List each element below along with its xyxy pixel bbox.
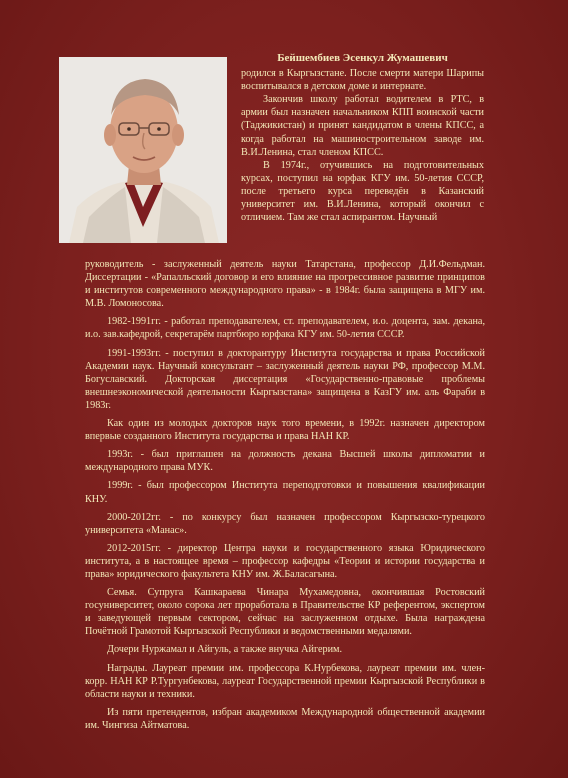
bio-paragraph: 1991-1993гг. - поступил в докторантуру Института государства и права Российской Академии наук. Научный консультант – заслуженный деятель науки РФ, профессор М.М. Богуславский. Докторская диссертация «Государственно-правовые проблемы внешнеэкономической деятельности Кыргызстана» защищена в КазГУ им. аль Фараби в 1983г. <box>85 347 485 411</box>
bio-paragraph: 2012-2015гг. - директор Центра науки и государственного языка Юридического института, а в настоящее время – профессор кафедры «Теории и истории государства и права» юридического факультета КНУ им. Ж.Баласагына. <box>85 542 485 580</box>
bio-right-column <box>241 52 484 224</box>
bio-paragraph: Как один из молодых докторов наук того времени, в 1992г. назначен директором впервые созданного Института государства и права НАН КР. <box>85 418 485 443</box>
bio-paragraph: Семья. Супруга Кашкараева Чинара Мухамедовна, окончившая Ростовский госуниверситет, около сорока лет проработала в Правительстве КР референтом, экспертом и заведующей первым сектором, сейчас на заслуженном отдыхе. Была награждена Почётной Грамотой Кыргызской Республики и ведомственными медалями. <box>85 587 485 638</box>
bio-paragraph: В 1974г., отучившись на подготовительных курсах, поступил на юрфак КГУ им. 50-летия СССР, после третьего курса переведён в Казанский университет им. В.И.Ленина, который окончил с отличием. Там же стал аспирантом. Научный <box>241 159 484 224</box>
bio-paragraph: Награды. Лауреат премии им. профессора К.Нурбекова, лауреат премии им. член-корр. НАН КР Р.Тургунбекова, лауреат Государственной премии Кыргызской Республики в области науки и техники. <box>85 662 485 700</box>
bio-paragraph: Из пяти претендентов, избран академиком Международной общественной академии им. Чингиза Айтматова. <box>85 706 485 731</box>
person-name: Бейшембиев Эсенкул Жумашевич <box>277 52 448 64</box>
bio-paragraph: 2000-2012гг. - по конкурсу был назначен профессором Кыргызско-турецкого университета «Манас». <box>85 511 485 536</box>
portrait-photo <box>59 57 227 243</box>
bio-paragraph: Закончив школу работал водителем в РТС, в армии был назначен начальником КПП воинской части (Таджикистан) и принят кандидатом в члены КПСС, а когда работал на машиностроительном заводе им. В.И.Ленина, стал членом КПСС. <box>241 94 484 158</box>
bio-main-text <box>85 258 485 737</box>
bio-paragraph: руководитель - заслуженный деятель науки Татарстана, профессор Д.И.Фельдман. Диссертации - «Рапалльский договор и его влияние на прогрессивное развитие принципов и институтов современного международного права» - в 1984г. была защищена в МГУ им. М.В. Ломоносова. <box>85 259 485 310</box>
bio-paragraph: Дочери Нуржамал и Айгуль, а также внучка Айгерим. <box>107 644 343 656</box>
portrait-illustration <box>59 57 227 243</box>
bio-paragraph: 1982-1991гг. - работал преподавателем, ст. преподавателем, и.о. доцента, зам. декана, и.о. зав.кафедрой, секретарём партбюро юрфака КГУ им. 50-летия СССР. <box>85 316 485 341</box>
bio-paragraph: родился в Кыргызстане. После смерти матери Шарипы воспитывался в детском доме и интернате. <box>241 68 484 93</box>
bio-paragraph: 1999г. - был профессором Института переподготовки и повышения квалификации КНУ. <box>85 480 485 505</box>
bio-paragraph: 1993г. - был приглашен на должность декана Высшей школы дипломатии и международного права МУК. <box>85 449 485 474</box>
